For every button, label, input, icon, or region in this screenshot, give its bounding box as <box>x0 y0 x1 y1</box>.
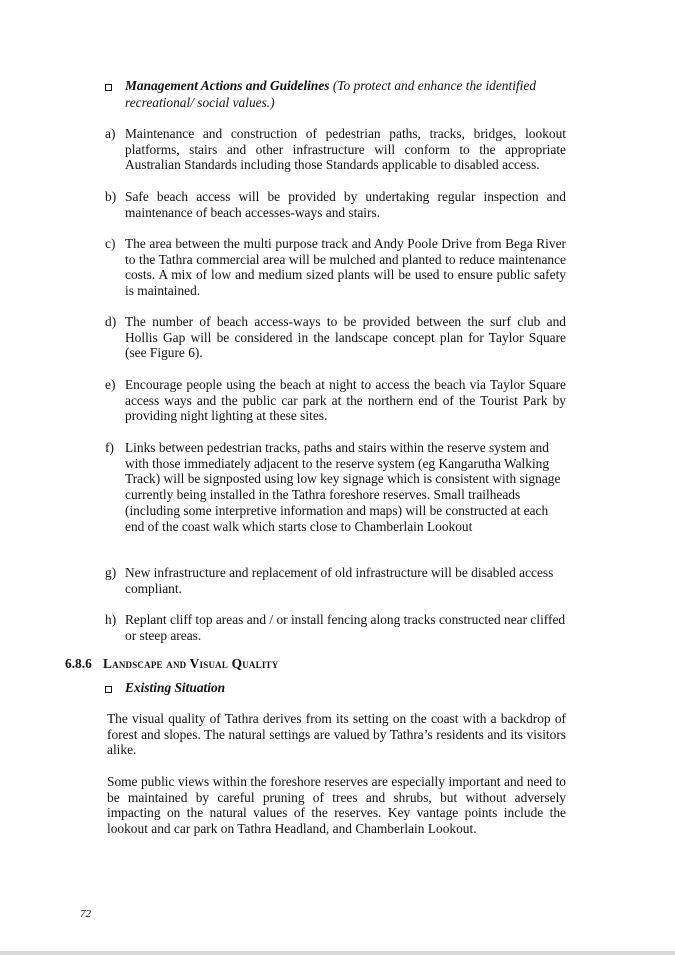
management-subtitle: (To protect and enhance the identified recreational/ social values.) <box>125 78 537 110</box>
list-item-text: The number of beach access-ways to be provided between the surf club and Hollis Gap will be considered in the landscape concept plan for Taylor Square (see Figure 6). <box>125 314 566 361</box>
list-item-letter: c) <box>105 236 116 251</box>
list-item-letter: f) <box>105 440 114 455</box>
list-item-letter: a) <box>105 126 116 141</box>
list-item-text: The area between the multi purpose track and Andy Poole Drive from Bega River to the Tathra commercial area will be mulched and planted to reduce maintenance costs. A mix of low and medium sized plants will be used to ensure public safety is maintained. <box>125 236 566 299</box>
list-item-text: Maintenance and construction of pedestrian paths, tracks, bridges, lookout platforms, stairs and other infrastructure will conform to the appropriate Australian Standards including those Standards applicable to disabled access. <box>125 126 566 173</box>
list-item-text: Encourage people using the beach at night to access the beach via Taylor Square access ways and the public car park at the northern end of the Tourist Park by providing night lighting at these sites. <box>125 377 566 424</box>
paragraph: Some public views within the foreshore reserves are especially important and need to be maintained by careful pruning of trees and shrubs, but without adversely impacting on the natural values of the reserves. Key vantage points include the lookout and car park on Tathra Headland, and Chamberlain Lookout. <box>107 774 566 837</box>
section-title: Landscape and Visual Quality <box>103 656 279 671</box>
page-bottom-edge <box>0 951 675 955</box>
list-item-text: Links between pedestrian tracks, paths and stairs within the reserve system and with those immediately adjacent to the reserve system (eg Kangarutha Walking Track) will be signposted using low key signage which is consistent with signage currently being installed in the Tathra foreshore reserves. Small trailheads (including some interpretive information and maps) will be constructed at each end of the coast walk which starts close to Chamberlain Lookout <box>125 440 561 534</box>
list-item-letter: g) <box>105 565 117 580</box>
section-heading <box>65 656 278 672</box>
list-item-g <box>105 565 566 596</box>
list-item-text: Replant cliff top areas and / or install fencing along tracks constructed near cliffed or steep areas. <box>125 612 566 643</box>
list-item-f <box>105 440 566 534</box>
list-item-letter: e) <box>105 377 116 392</box>
list-item-h <box>105 612 566 643</box>
list-item-letter: b) <box>105 189 117 204</box>
page-number: 72 <box>80 908 91 920</box>
list-item-b <box>105 189 566 220</box>
list-item-text: Safe beach access will be provided by undertaking regular inspection and maintenance of beach accesses-ways and stairs. <box>125 189 566 220</box>
list-item-e <box>105 377 566 424</box>
square-bullet-icon <box>105 84 112 91</box>
management-actions-heading <box>105 78 567 111</box>
paragraph: The visual quality of Tathra derives from its setting on the coast with a backdrop of forest and slopes. The natural settings are valued by Tathra’s residents and its visitors alike. <box>107 711 566 758</box>
square-bullet-icon <box>105 686 112 693</box>
list-item-a <box>105 126 566 173</box>
list-item-letter: h) <box>105 612 117 627</box>
management-title: Management Actions and Guidelines <box>125 78 330 93</box>
list-item-text: New infrastructure and replacement of old infrastructure will be disabled access compliant. <box>125 565 554 596</box>
existing-situation-label: Existing Situation <box>125 680 226 695</box>
list-item-letter: d) <box>105 314 117 329</box>
existing-situation-heading <box>105 680 225 696</box>
list-item-c <box>105 236 566 299</box>
section-number: 6.8.6 <box>65 656 92 671</box>
list-item-d <box>105 314 566 361</box>
